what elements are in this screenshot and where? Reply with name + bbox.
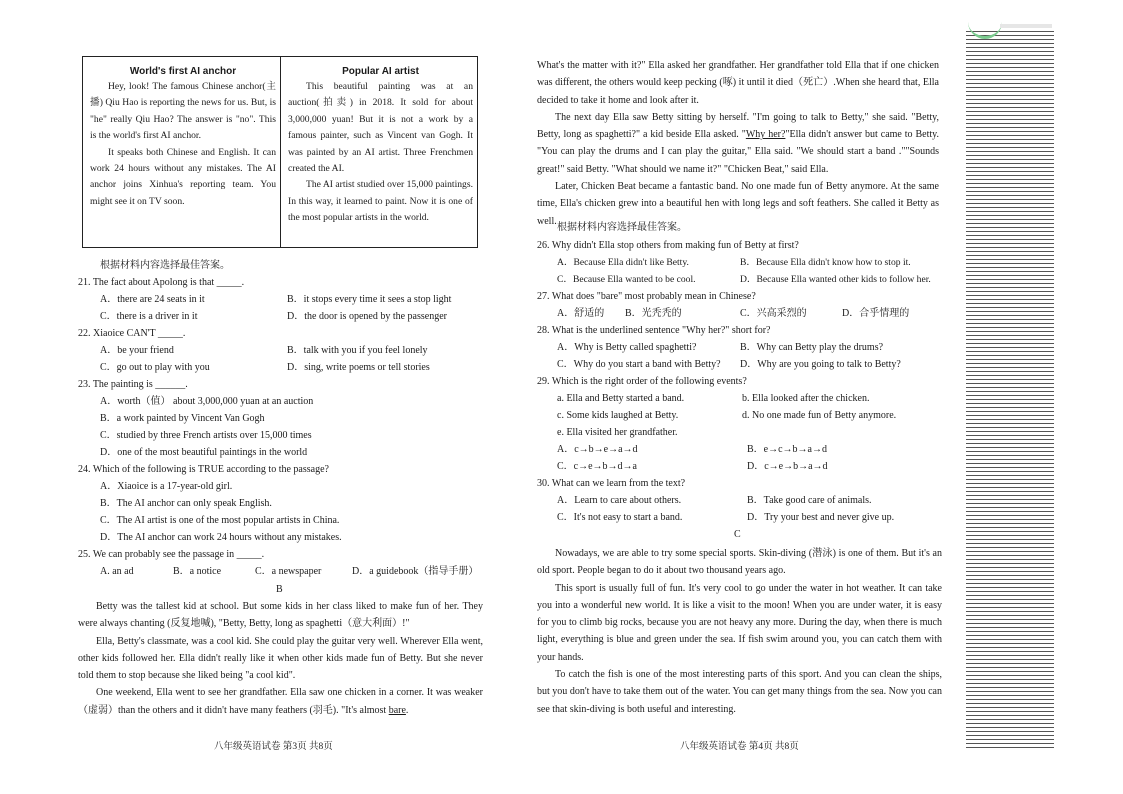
question-26: 26. Why didn't Ella stop others from making fun of Betty at first? [537, 240, 799, 251]
question-27: 27. What does "bare" most probably mean in Chinese? [537, 291, 756, 302]
q21-option-c: C．there is a driver in it [100, 311, 198, 322]
q29-option-c: C．c→e→b→d→a [557, 461, 637, 472]
page-footer-left: 八年级英语试卷 第3页 共8页 [214, 742, 333, 752]
passage-c [537, 545, 942, 718]
q30-option-a: A．Learn to care about others. [557, 495, 682, 506]
q30-option-d: D．Try your best and never give up. [747, 512, 895, 523]
q29-event-b: b. Ella looked after the chicken. [742, 393, 870, 404]
q22-option-a: A．be your friend [100, 345, 174, 356]
passage-c-paragraph-1: Nowadays, we are able to try some special sports. Skin-diving (潜泳) is one of them. But it's an old sport. People began to do it about two thousand years ago. [537, 548, 942, 577]
q29-option-a: A．c→b→e→a→d [557, 444, 638, 455]
passage-b-paragraph-1: Betty was the tallest kid at school. But some kids in her class liked to make fun of her. They were always chanting (反复地喊), "Betty, Betty, long as spaghetti（意大利面）!" [78, 601, 483, 630]
q22-option-d: D．sing, write poems or tell stories [287, 362, 430, 373]
q26-option-b: B．Because Ella didn't know how to stop it. [740, 257, 911, 268]
question-21: 21. The fact about Apolong is that _____. [78, 277, 245, 288]
question-22: 22. Xiaoice CAN'T _____. [78, 328, 186, 339]
ai-anchor-title: World's first AI anchor [129, 66, 237, 77]
passage-b-cont-p2-text: The next day Ella saw Betty sitting by herself. "I'm going to talk to Betty," she said. "Betty, Betty, long as spaghetti?" a kid beside Ella asked. " [537, 111, 939, 141]
q23-option-d: D．one of the most beautiful paintings in the world [100, 447, 308, 458]
q21-option-a: A．there are 24 seats in it [100, 294, 205, 305]
reading-passage-box [82, 56, 478, 248]
passage-b-cont-p2-end: "Ella didn't answer but came to Betty. "You can play the drums and I can play the guitar," Ella said. "We should start a band .""Sounds great!" said Betty. "What should we name it?" "Chicken Beat," said Ella. [537, 129, 940, 175]
passage-b-p3-end: . [405, 704, 409, 716]
right-page [520, 0, 970, 794]
q24-option-a: A．Xiaoice is a 17-year-old girl. [100, 481, 233, 492]
question-28: 28. What is the underlined sentence "Why her?" short for? [537, 325, 771, 336]
passage-b [78, 598, 483, 719]
passage-b-continued [537, 57, 939, 230]
q21-option-d: D．the door is opened by the passenger [287, 311, 447, 322]
q25-option-d: D．a guidebook（指导手册） [352, 566, 479, 577]
q29-option-d: D．c→e→b→a→d [747, 461, 828, 472]
q28-option-c: C．Why do you start a band with Betty? [557, 359, 721, 370]
underlined-sentence-why-her: Why her? [745, 129, 786, 141]
question-29: 29. Which is the right order of the following events? [537, 376, 747, 387]
passage-b-cont-paragraph-1: What's the matter with it?" Ella asked her grandfather. Her grandfather told Ella that if one chicken was different, the others would keep pecking (啄) it until it died（死亡）.When she heard that, Ella decided to take it home and look after it. [537, 60, 939, 106]
q30-option-c: C．It's not easy to start a band. [557, 512, 683, 523]
q23-option-b: B．a work painted by Vincent Van Gogh [100, 413, 265, 424]
section-b-heading: B [276, 584, 283, 595]
q26-option-a: A．Because Ella didn't like Betty. [557, 257, 689, 268]
question-30: 30. What can we learn from the text? [537, 478, 686, 489]
passage-b-paragraph-2: Ella, Betty's classmate, was a cool kid. She could play the guitar very well. Wherever Ella went, other kids followed her. Ella didn't really like it when other kids made fun of Betty. But she never told them to stop because she liked being "a cool kid". [78, 635, 483, 682]
ai-anchor-paragraph-2: It speaks both Chinese and English. It can work 24 hours without any mistakes. The AI anchor joins Xinhua's reporting team. You might see it on TV soon. [90, 146, 276, 207]
ai-artist-paragraph-2: The AI artist studied over 15,000 paintings. In this way, it learned to paint. Now it is one of the most popular artists in the world. [288, 179, 473, 224]
passage-c-paragraph-3: To catch the fish is one of the most interesting parts of this sport. And you can clean the ships, but you don't have to take them out of the water. You can get many things from the sea. Now you can see that skin-diving is both useful and interesting. [537, 669, 942, 715]
q27-option-d: D．合乎情理的 [842, 308, 910, 319]
passage-b-cont-paragraph-2 [537, 109, 939, 178]
passage-b-p3-text: One weekend, Ella went to see her grandfather. Ella saw one chicken in a corner. It was weaker（虚弱）than the others and it didn't have many feathers (羽毛). "It's almost [78, 687, 483, 716]
q26-option-d: D．Because Ella wanted other kids to follow her. [740, 274, 931, 285]
ai-artist-column [281, 57, 477, 247]
q21-option-b: B．it stops every time it sees a stop light [287, 294, 452, 305]
question-24: 24. Which of the following is TRUE according to the passage? [78, 464, 329, 475]
q29-option-b: B．e→c→b→a→d [747, 444, 827, 455]
q26-option-c: C．Because Ella wanted to be cool. [557, 274, 696, 285]
q28-option-a: A．Why is Betty called spaghetti? [557, 342, 697, 353]
question-23: 23. The painting is ______. [78, 379, 188, 390]
section-c-heading: C [734, 529, 741, 540]
ai-artist-paragraph-1: This beautiful painting was at an auction(拍卖) in 2018. It sold for about 3,000,000 yuan! But it is not a work by a famous painter, such as Vincent van Gogh. It was painted by an AI artist. Three Frenchmen created the AI. [288, 81, 473, 175]
q25-option-c: C．a newspaper [255, 566, 322, 577]
q29-event-d: d. No one made fun of Betty anymore. [742, 410, 897, 421]
ai-artist-title: Popular AI artist [342, 66, 419, 77]
q29-event-c: c. Some kids laughed at Betty. [557, 410, 679, 421]
question-25: 25. We can probably see the passage in _____. [78, 549, 265, 560]
ai-anchor-column [83, 57, 281, 247]
q24-option-b: B．The AI anchor can only speak English. [100, 498, 272, 509]
q29-event-e: e. Ella visited her grandfather. [557, 427, 678, 438]
scan-corner-mark [1000, 24, 1052, 28]
q23-option-c: C．studied by three French artists over 15,000 times [100, 430, 312, 441]
instruction: 根据材料内容选择最佳答案。 [100, 260, 230, 271]
q28-option-b: B．Why can Betty play the drums? [740, 342, 884, 353]
q27-option-b: B．光秃秃的 [625, 308, 682, 319]
underlined-word-bare: bare [388, 704, 406, 716]
q24-option-c: C．The AI artist is one of the most popular artists in China. [100, 515, 340, 526]
q24-option-d: D．The AI anchor can work 24 hours without any mistakes. [100, 532, 342, 543]
q22-option-b: B．talk with you if you feel lonely [287, 345, 428, 356]
page-footer-right: 八年级英语试卷 第4页 共8页 [680, 742, 799, 752]
q27-option-c: C．兴高采烈的 [740, 308, 807, 319]
q25-option-a: A. an ad [100, 566, 134, 577]
instruction-right: 根据材料内容选择最佳答案。 [557, 222, 687, 233]
q29-event-a: a. Ella and Betty started a band. [557, 393, 685, 404]
q25-option-b: B．a notice [173, 566, 222, 577]
passage-b-paragraph-3 [78, 684, 483, 719]
passage-c-paragraph-2: This sport is usually full of fun. It's very cool to go under the water in hot weather. It can take you into a wonderful new world. It is like a visit to the moon! When you are under water, it is easy for you to climb big rocks, because you are not heavy any more. During the day, when there is much light, everything is blue and green under the sea. If fish swim around you, you can catch them with your hands. [537, 582, 942, 663]
q22-option-c: C．go out to play with you [100, 362, 210, 373]
left-page [0, 0, 520, 794]
q28-option-d: D．Why are you going to talk to Betty? [740, 359, 901, 370]
ai-anchor-paragraph-1: Hey, look! The famous Chinese anchor(主播) Qiu Hao is reporting the news for us. But, is "he" really Qiu Hao? The answer is "no". This is the world's first AI anchor. [90, 81, 276, 142]
q23-option-a: A．worth（值） about 3,000,000 yuan at an auction [100, 396, 314, 407]
passage-b-cont-paragraph-3: Later, Chicken Beat became a fantastic band. No one made fun of Betty anymore. At the same time, Ella's chicken grew into a beautiful hen with long legs and soft feathers. She called it Betty as well. [537, 181, 939, 227]
q27-option-a: A．舒适的 [557, 308, 605, 319]
q30-option-b: B．Take good care of animals. [747, 495, 872, 506]
binding-margin-pattern [966, 28, 1054, 748]
